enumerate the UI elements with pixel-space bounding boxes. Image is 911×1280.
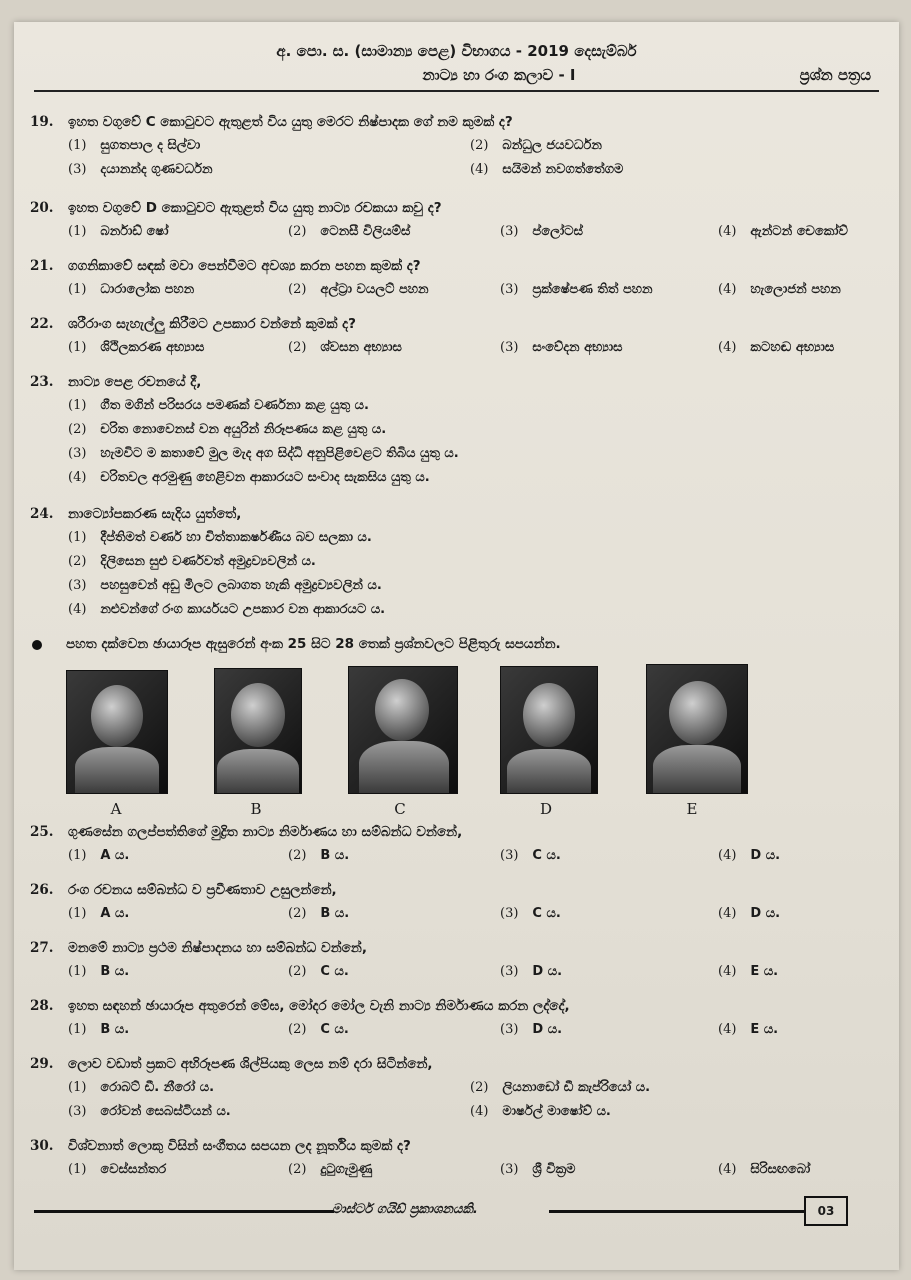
option: (2) B ය. — [288, 848, 350, 863]
bullet-icon — [32, 640, 42, 650]
option: (2) චරිත නොවෙනස් වන අයුරින් නිරූපණය කළ යුතු ය. — [68, 422, 387, 437]
option: (1) A ය. — [68, 848, 130, 863]
option: (2) අල්ට්‍රා වයලට් පහන — [288, 282, 429, 297]
option: (4) කටහඬ අභ්‍යාස — [718, 340, 835, 355]
question-number: 21. — [30, 258, 54, 274]
option: (4) E ය. — [718, 964, 779, 979]
option: (4) D ය. — [718, 848, 781, 863]
option: (2) දිලිසෙන සුළු වර්ණවත් අමුද්‍රව්‍යවලින් ය. — [68, 554, 316, 569]
option: (3) ප්ලෝටස් — [500, 224, 583, 239]
question-number: 20. — [30, 200, 54, 216]
photo-label: C — [394, 800, 406, 818]
question-stem: ඉහත වගුවේ C කොටුවට ඇතුළත් විය යුතු මෙරට නිෂ්පාදක ගේ නම කුමක් ද? — [68, 114, 513, 130]
question-number: 23. — [30, 374, 54, 390]
option: (1) A ය. — [68, 906, 130, 921]
option: (4) E ය. — [718, 1022, 779, 1037]
option: (2) C ය. — [288, 1022, 349, 1037]
option: (1) රොබට් ඩී. නීරෝ ය. — [68, 1080, 215, 1095]
option: (3) ප්‍රක්ෂේපණ තිත් පහන — [500, 282, 653, 297]
option: (3) රෝවන් සෙබස්ටියන් ය. — [68, 1104, 231, 1119]
option: (4) චරිතවල අරමුණු හෙළිවන ආකාරයට සංවාද සැකසිය යුතු ය. — [68, 470, 430, 485]
option: (1) බර්නාඩ් ෂෝ — [68, 224, 169, 239]
question-number: 19. — [30, 114, 54, 130]
option: (4) සිරිසඟබෝ — [718, 1162, 811, 1177]
question-stem: ගගනිකාවේ සඳක් මවා පෙන්වීමට අවශ්‍ය කරන පහන කුමක් ද? — [68, 258, 421, 274]
footer-rule-left — [34, 1210, 334, 1213]
publisher-name: මාස්ටර් ගයිඩ් ප්‍රකාශනයකි. — [332, 1202, 478, 1217]
paper-label: ප්‍රශ්න පත්‍රය — [799, 66, 871, 84]
option: (1) සුගතපාල ද සිල්වා — [68, 138, 201, 153]
page-number: 03 — [804, 1196, 848, 1226]
option: (2) ශ්වසන අභ්‍යාස — [288, 340, 402, 355]
option: (3) හැමවිට ම කතාවේ මුල මැද අග සිද්ධි අනුපිළිවෙළට තිබිය යුතු ය. — [68, 446, 459, 461]
option: (3) C ය. — [500, 848, 561, 863]
option: (3) ශ්‍රී වික්‍රම — [500, 1162, 576, 1177]
option: (3) D ය. — [500, 964, 563, 979]
option: (3) C ය. — [500, 906, 561, 921]
option: (2) B ය. — [288, 906, 350, 921]
option: (4) හැලොජන් පහන — [718, 282, 841, 297]
option: (4) ඇන්ටන් චෙකෝව් — [718, 224, 848, 239]
option: (1) B ය. — [68, 964, 130, 979]
option: (3) D ය. — [500, 1022, 563, 1037]
portrait-photo-b — [214, 668, 302, 794]
portrait-photo-a — [66, 670, 168, 794]
footer-rule-right — [549, 1210, 804, 1213]
portrait-photo-d — [500, 666, 598, 794]
option: (1) දීප්තිමත් වර්ණ හා චිත්තාකර්ෂණීය බව සලකා ය. — [68, 530, 372, 545]
paper-subject: නාට්‍ය හා රංග කලාව - I — [422, 66, 576, 84]
question-stem: නාට්‍යෝපකරණ සැදිය යුත්තේ, — [68, 506, 242, 522]
question-number: 22. — [30, 316, 54, 332]
option: (1) ධාරාලෝක පහන — [68, 282, 195, 297]
option: (1) ශිථිලකරණ අභ්‍යාස — [68, 340, 205, 355]
header-rule — [34, 90, 879, 92]
option: (2) ලියනාඩෝ ඩී කැප්රියෝ ය. — [470, 1080, 651, 1095]
photo-label: D — [539, 800, 553, 818]
option: (2) C ය. — [288, 964, 349, 979]
question-stem: ශරීරාංග සැහැල්ලු කිරීමට උපකාර වන්නේ කුමක් ද? — [68, 316, 356, 332]
option: (1) B ය. — [68, 1022, 130, 1037]
photo-label: A — [110, 800, 122, 818]
option: (4) මාර්ෂල් මාෂෝව් ය. — [470, 1104, 611, 1119]
option: (2) බන්ධුල ජයවර්ධන — [470, 138, 602, 153]
option: (3) සංවේදන අභ්‍යාස — [500, 340, 623, 355]
question-number: 24. — [30, 506, 54, 522]
question-stem: නාට්‍ය පෙළ රචනයේ දී, — [68, 374, 202, 390]
option: (3) පහසුවෙන් අඩු මිලට ලබාගත හැකි අමුද්‍රව්‍යවලින් ය. — [68, 578, 382, 593]
exam-page: අ. පො. ස. (සාමාන්‍ය පෙළ) විභාගය - 2019 දෙසැම්බර් නාට්‍ය හා රංග කලාව - I ප්‍රශ්න පත්‍රය 19. ඉහත වගුවේ C කොටුවට ඇතුළත් විය යුතු මෙරට නිෂ්පාදක ගේ නම කුමක් ද? (1) සුගතපාල ද සිල්වා (2) බන්ධුල ජයවර්ධන (3) දයානන්ද ගුණවර්ධන (4) සයිමන් නවගත්තේගම 20. ඉහත වගුවේ D කොටුවට ඇතුළත් විය යුතු නාට්‍ය රචකයා කවු ද? (1) බර්නාඩ් ෂෝ (2) ටෙනසී විලියම්ස් (3) ප්ලෝටස් (4) ඇන්ටන් චෙකෝව් 21. ගගනිකාවේ සඳක් මවා පෙන්වීමට අවශ්‍ය කරන පහන කුමක් ද? (1) ධාරාලෝක පහන (2) අල්ට්‍රා වයලට් පහන (3) ප්‍රක්ෂේපණ තිත් පහන (4) හැලොජන් පහන 22. ශරීරාංග සැහැල්ලු කිරීමට උපකාර වන්නේ කුමක් ද? (1) ශිථිලකරණ අභ්‍යාස (2) ශ්වසන අභ්‍යාස (3) සංවේදන අභ්‍යාස (4) කටහඬ අභ්‍යාස 23. නාට්‍ය පෙළ රචනයේ දී, (1) ගීත මගින් පරිසරය පමණක් වර්ණනා කළ යුතු ය. (2) චරිත නොවෙනස් වන අයුරින් නිරූපණය කළ යුතු ය. (3) හැමවිට ම කතාවේ මුල මැද අග සිද්ධි අනුපිළිවෙළට තිබිය යුතු ය. (4) චරිතවල අරමුණු හෙළිවන ආකාරයට සංවාද සැකසිය යුතු ය. 24. නාට්‍යෝපකරණ සැදිය යුත්තේ, (1) දීප්තිමත් වර්ණ හා චිත්තාකර්ෂණීය බව සලකා ය. (2) දිලිසෙන සුළු වර්ණවත් අමුද්‍රව්‍යවලින් ය. (3) පහසුවෙන් අඩු මිලට ලබාගත හැකි අමුද්‍රව්‍යවලින් ය. (4) නළුවන්ගේ රංග කාර්යයට උපකාර වන ආකාරයට ය. පහත දක්වෙන ඡායාරූප ඇසුරෙන් අංක 25 සිට 28 තෙක් ප්‍රශ්නවලට පිළිතුරු සපයන්න. A B C D E 25. ගුණසේන ගලප්පත්තිගේ මුද්‍රිත නාට්‍ය නිර්මාණය හා සම්බන්ධ වන්නේ, (1) A ය. (2) B ය. (3) C ය. (4) D ය. 26. රංග රචනය සම්බන්ධ ව ප්‍රවීණතාව උසුලන්නේ, (1) A ය. (2) B ය. (3) C ය. (4) D ය. 27. මනමේ නාට්‍ය ප්‍රථම නිෂ්පාදනය හා සම්බන්ධ වන්නේ, (1) B ය. (2) C ය. (3) D ය. (4) E ය. 28. ඉහත සඳහන් ඡායාරූප අතුරෙන් මේඝ, මෝදර මෝල වැනි නාට්‍ය නිර්මාණය කරන ලද්දේ, (1) B ය. (2) C ය. (3) D ය. (4) E ය. 29. ලොව වඩාත් ප්‍රකට අභිරූපණ ශිල්පියකු ලෙස නම් දරා සිටින්නේ, (1) රොබට් ඩී. නීරෝ ය. (2) ලියනාඩෝ ඩී කැප්රියෝ ය. (3) රෝවන් සෙබස්ටියන් ය. (4) මාර්ෂල් මාෂෝව් ය. 30. විශ්වනාත් ලොකු විසින් සංගීතය සපයන ලද නූර්තිය කුමක් ද? (1) වෙස්සන්තර (2) දුටුගැමුණු (3) ශ්‍රී වික්‍රම (4) සිරිසඟබෝ මාස්ටර් ගයිඩ් ප්‍රකාශනයකි. 03 — [14, 22, 899, 1270]
option: (1) ගීත මගින් පරිසරය පමණක් වර්ණනා කළ යුතු ය. — [68, 398, 369, 413]
photo-label: E — [686, 800, 698, 818]
photo-label: B — [250, 800, 262, 818]
option: (4) නළුවන්ගේ රංග කාර්යයට උපකාර වන ආකාරයට ය. — [68, 602, 386, 617]
option: (4) D ය. — [718, 906, 781, 921]
option: (2) දුටුගැමුණු — [288, 1162, 373, 1177]
exam-title: අ. පො. ස. (සාමාන්‍ය පෙළ) විභාගය - 2019 දෙසැම්බර් — [276, 42, 637, 60]
option: (3) දයානන්ද ගුණවර්ධන — [68, 162, 213, 177]
portrait-photo-e — [646, 664, 748, 794]
portrait-photo-c — [348, 666, 458, 794]
option: (2) ටෙනසී විලියම්ස් — [288, 224, 411, 239]
option: (1) වෙස්සන්තර — [68, 1162, 167, 1177]
question-stem: ඉහත වගුවේ D කොටුවට ඇතුළත් විය යුතු නාට්‍ය රචකයා කවු ද? — [68, 200, 442, 216]
option: (4) සයිමන් නවගත්තේගම — [470, 162, 624, 177]
